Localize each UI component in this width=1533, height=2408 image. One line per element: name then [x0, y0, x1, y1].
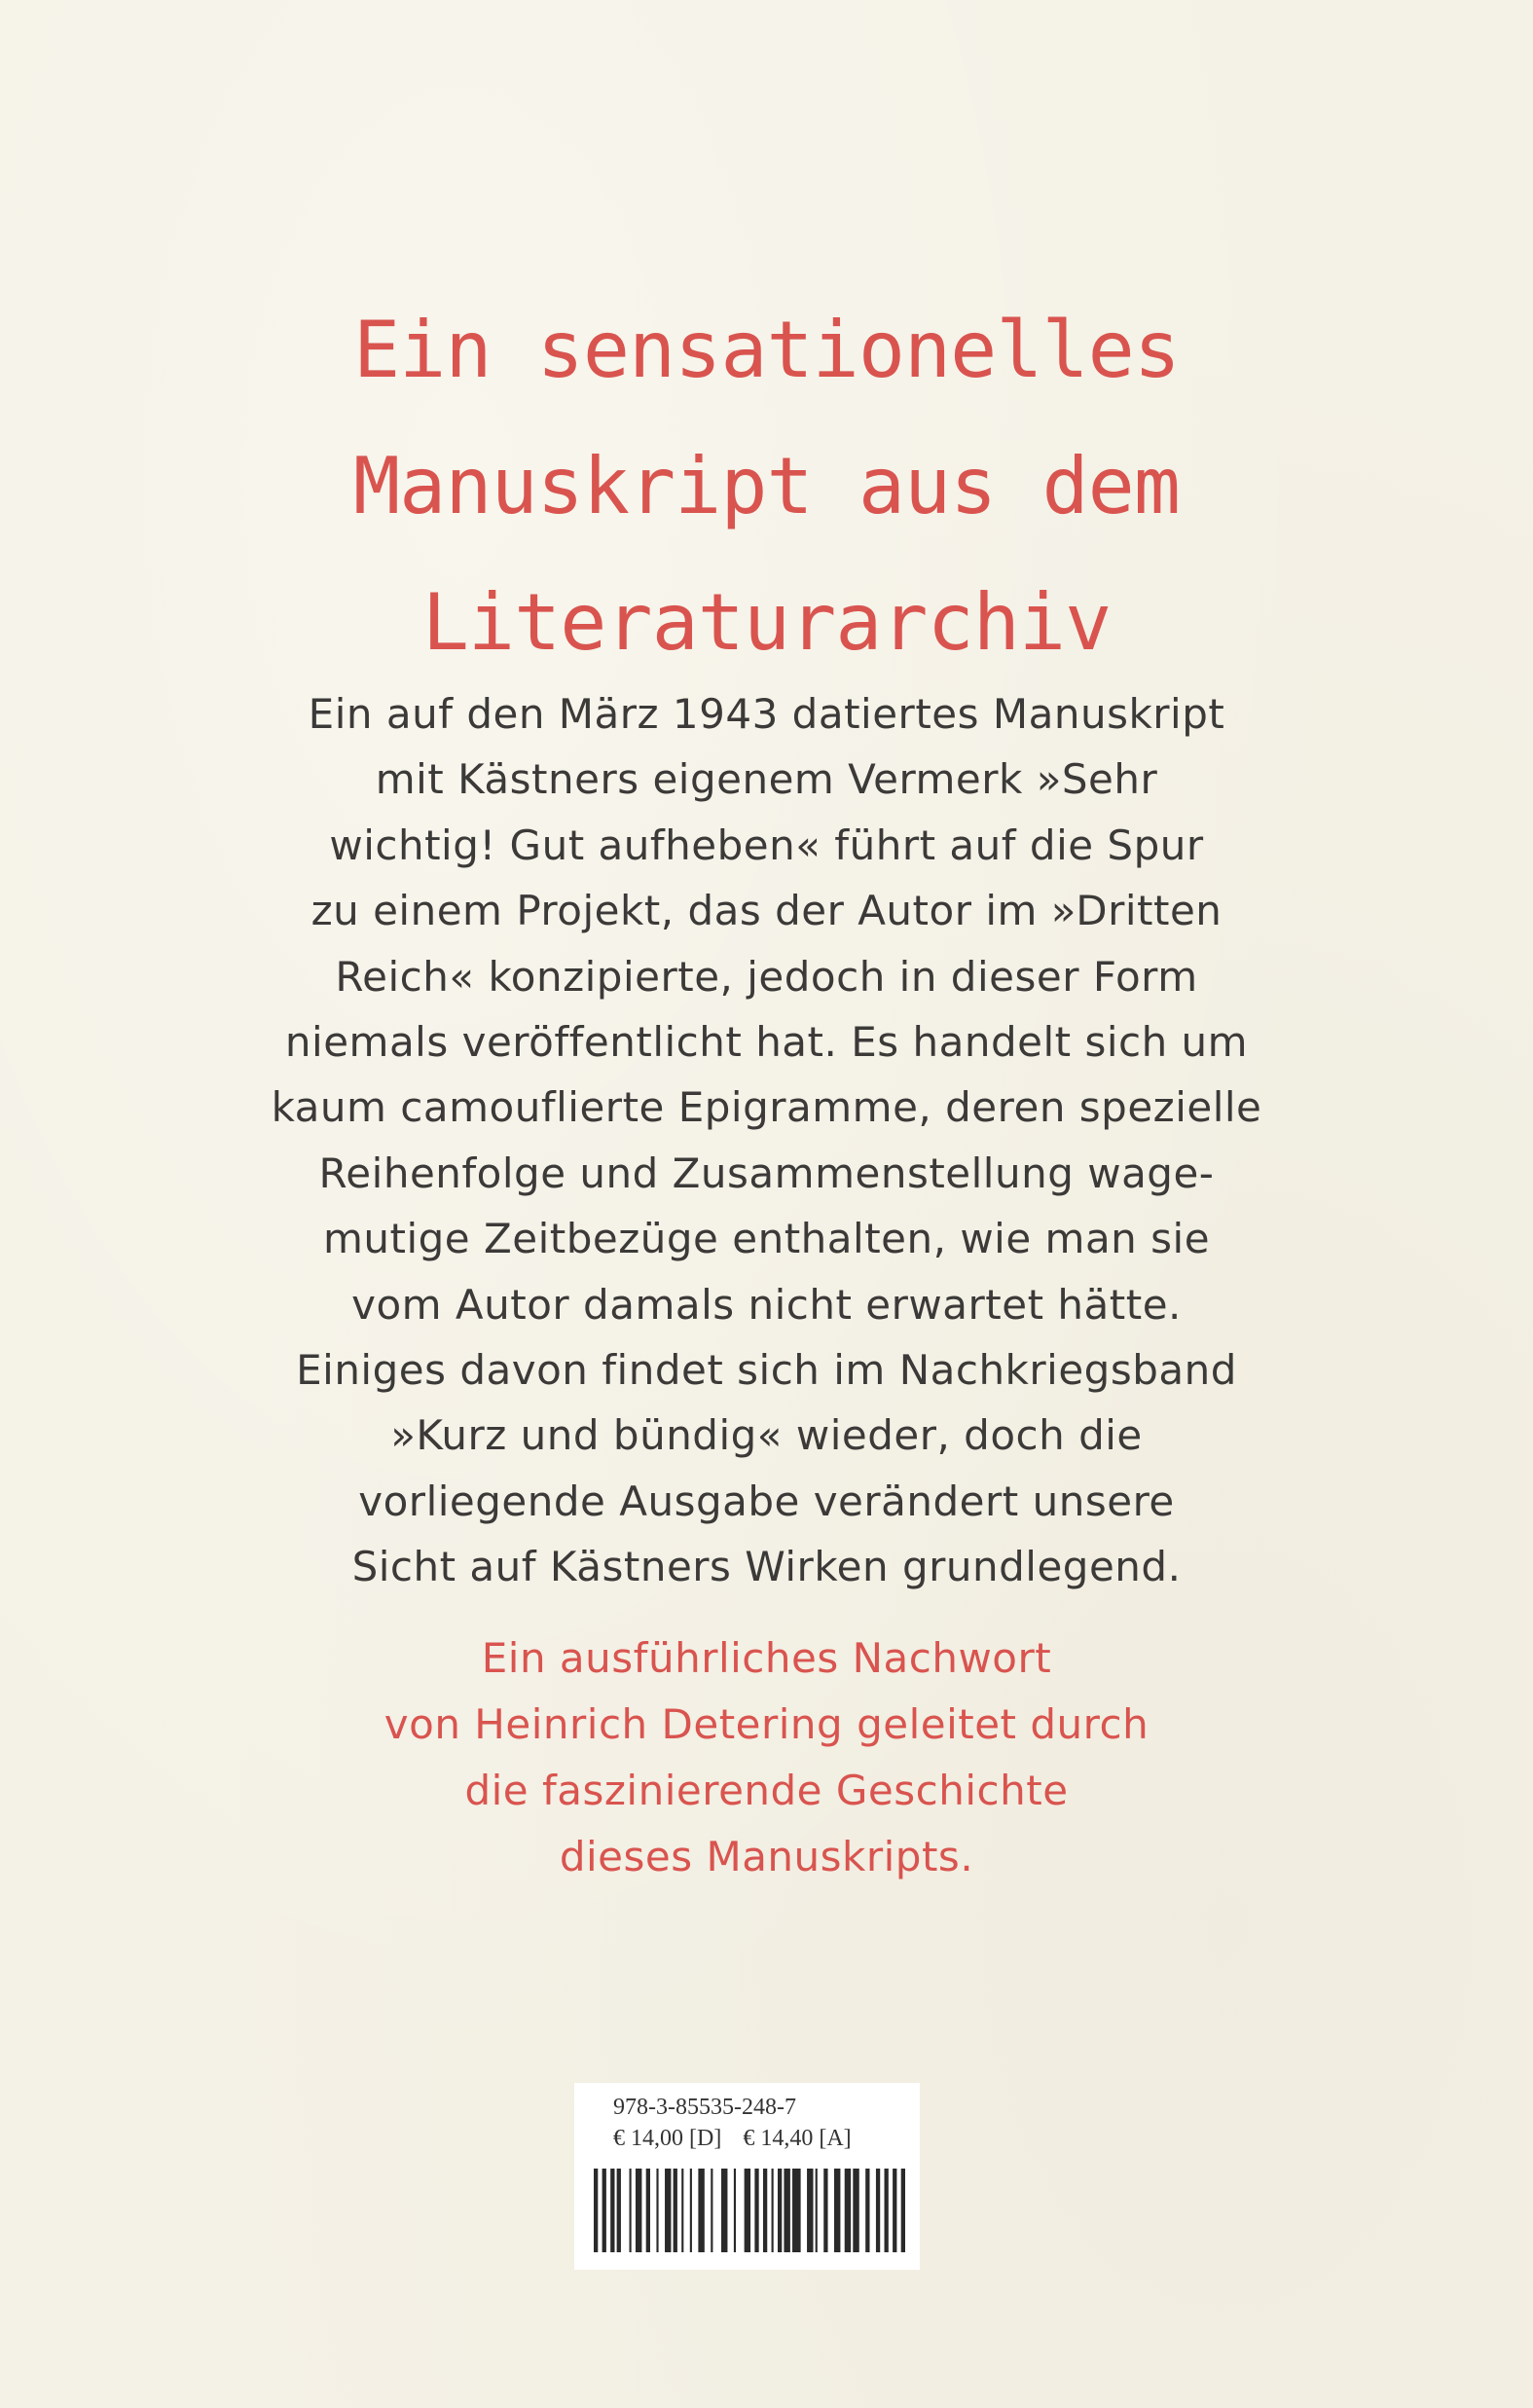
- barcode-bar: [853, 2169, 858, 2252]
- barcode-bar: [681, 2169, 683, 2252]
- blurb-line: mit Kästners eigenem Vermerk »Sehr: [375, 755, 1158, 804]
- afterword-line: die faszinierende Geschichte: [464, 1767, 1069, 1814]
- barcode-bar: [876, 2169, 880, 2252]
- barcode-graphic: [594, 2169, 905, 2252]
- barcode-bar: [834, 2169, 840, 2252]
- barcode-bar: [656, 2169, 658, 2252]
- barcode-box: [574, 2083, 920, 2270]
- blurb-line: Reihenfolge und Zusammenstellung wage-: [318, 1149, 1215, 1197]
- barcode-bar: [901, 2169, 905, 2252]
- barcode-bar: [754, 2169, 758, 2252]
- barcode-bar: [698, 2169, 704, 2252]
- headline: [146, 282, 1387, 691]
- blurb-line: vom Autor damals nicht erwartet hätte.: [351, 1280, 1182, 1329]
- blurb-line: »Kurz und bündig« wieder, doch die: [390, 1411, 1143, 1460]
- blurb-paragraph: [146, 681, 1387, 1600]
- barcode-bar: [885, 2169, 889, 2252]
- afterword-note: [146, 1625, 1387, 1890]
- blurb-line: vorliegende Ausgabe verändert unsere: [358, 1477, 1175, 1525]
- barcode-bar: [617, 2169, 621, 2252]
- barcode-bar: [674, 2169, 677, 2252]
- afterword-line: Ein ausführliches Nachwort: [481, 1634, 1052, 1682]
- price-austria: € 14,40 [A]: [743, 2126, 852, 2151]
- blurb-line: Einiges davon findet sich im Nachkriegsband: [296, 1346, 1237, 1395]
- barcode-bar: [792, 2169, 801, 2252]
- isbn-number: 978-3-85535-248-7: [613, 2095, 796, 2120]
- blurb-line: zu einem Projekt, das der Autor im »Dritten: [310, 887, 1223, 935]
- price-line: [613, 2126, 852, 2152]
- barcode-bar: [778, 2169, 782, 2252]
- barcode-bar: [711, 2169, 712, 2252]
- headline-line: Literaturarchiv: [421, 577, 1112, 668]
- barcode-bar: [602, 2169, 606, 2252]
- blurb-line: kaum camouflierte Epigramme, deren spezielle: [271, 1083, 1262, 1132]
- barcode-bar: [893, 2169, 896, 2252]
- blurb-line: wichtig! Gut aufheben« führt auf die Spur: [329, 821, 1204, 869]
- blurb-line: Reich« konzipierte, jedoch in dieser Form: [335, 952, 1198, 1001]
- blurb-line: Ein auf den März 1943 datiertes Manuskript: [308, 690, 1225, 738]
- blurb-line: niemals veröffentlicht hat. Es handelt sich um: [284, 1018, 1249, 1067]
- barcode-bar: [816, 2169, 818, 2252]
- headline-line: Ein sensationelles: [353, 305, 1180, 395]
- barcode-bar: [763, 2169, 767, 2252]
- price-germany: € 14,00 [D]: [613, 2126, 722, 2151]
- afterword-line: dieses Manuskripts.: [559, 1833, 974, 1880]
- blurb-line: mutige Zeitbezüge enthalten, wie man sie: [322, 1215, 1211, 1263]
- barcode-bar: [665, 2169, 671, 2252]
- afterword-line: von Heinrich Detering geleitet durch: [383, 1700, 1150, 1748]
- blurb-line: Sicht auf Kästners Wirken grundlegend.: [351, 1543, 1182, 1591]
- barcode-bar: [721, 2169, 727, 2252]
- barcode-bar: [807, 2169, 813, 2252]
- barcode-bar: [646, 2169, 650, 2252]
- barcode-bar: [610, 2169, 614, 2252]
- barcode-bar: [734, 2169, 736, 2252]
- barcode-bar: [745, 2169, 750, 2252]
- barcode-bar: [636, 2169, 641, 2252]
- barcode-bar: [823, 2169, 827, 2252]
- barcode-bar: [845, 2169, 851, 2252]
- headline-line: Manuskript aus dem: [353, 441, 1180, 531]
- barcode-bar: [784, 2169, 789, 2252]
- barcode-bar: [594, 2169, 598, 2252]
- barcode-bar: [772, 2169, 774, 2252]
- barcode-bar: [690, 2169, 692, 2252]
- barcode-bar: [865, 2169, 869, 2252]
- barcode-bar: [630, 2169, 632, 2252]
